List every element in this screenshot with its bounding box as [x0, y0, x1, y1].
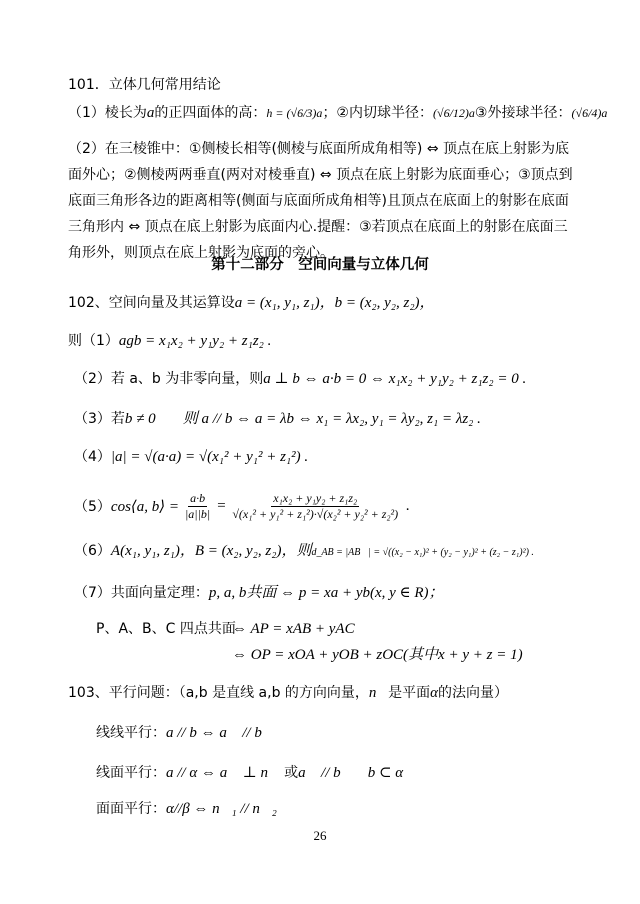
- normal-vector-symbol: n⃗: [368, 685, 389, 701]
- item-102-1: [68, 332, 271, 350]
- dot-product-formula: agb = x₁x₂ + y₁y₂ + z₁z₂ .: [118, 333, 272, 349]
- vector-definition: a = (x₁, y₁, z₁)，b = (x₂, y₂, z₂)，: [234, 295, 435, 311]
- plane-plane-parallel: [96, 800, 277, 818]
- circumscribed-radius-label: ③外接球半径：: [474, 105, 572, 121]
- cosine-denominator-1: |a||b|: [185, 506, 211, 521]
- item-102-2: [74, 370, 526, 388]
- cosine-denominator-2: √(x₁² + y₁² + z₁²)·√(x₂² + y₂² + z₂²): [232, 506, 399, 521]
- heading-103-text: 103、平行问题：（a,b 是直线 a,b 的方向向量，: [68, 685, 369, 701]
- plane-alpha-symbol: α: [430, 685, 438, 701]
- cosine-lhs: cos⟨a, b⟩ =: [110, 498, 179, 515]
- heading-102: [68, 294, 435, 312]
- line-plane-parallel-label: 线面平行：: [96, 765, 166, 781]
- line-plane-parallel-formula-2: a⃗ // b⃗ ，b ⊂ α: [298, 765, 404, 781]
- period: .: [406, 497, 410, 514]
- heading-101: 101．立体几何常用结论: [68, 77, 221, 93]
- heading-103-tail: 是平面: [388, 685, 431, 701]
- item-101-2: （2）在三棱锥中：①侧棱长相等(侧棱与底面所成角相等) ⇔ 顶点在底上射影为底面外心；②侧棱两两垂直(两对对棱垂直) ⇔ 顶点在底上射影为底面垂心；③顶点到底面三角形各边的距离相等(侧面与底面所成角相等)且顶点在底面上的射影在底面三角形内 ⇔ 顶点在底上射影为底面内心.提醒：③若顶点在底面上的射影在底面三角形外，则顶点在底上射影为底面的旁心。: [68, 141, 573, 261]
- distance-formula: d_AB = |AB⃗| = √((x₂ − x₁)² + (y₂ − y₁)² + (z₂ − z₁)²) .: [311, 547, 534, 558]
- heading-103: [68, 684, 508, 702]
- line-plane-parallel-formula: a // α ⇔ a⃗ ⊥ n⃗: [166, 765, 280, 781]
- plane-plane-parallel-formula: α//β ⇔ n⃗₁ // n⃗₂: [166, 801, 277, 817]
- cosine-fraction-2: [230, 491, 400, 522]
- or-word: 或: [284, 765, 299, 781]
- plane-plane-parallel-label: 面面平行：: [96, 801, 166, 817]
- item-102-7-label: （7）共面向量定理：: [74, 585, 209, 601]
- points-ab: A(x₁, y₁, z₁)，B = (x₂, y₂, z₂)，则: [110, 543, 312, 559]
- tetra-height-formula: h = (√6/3)a: [266, 106, 323, 120]
- item-102-7: [74, 584, 444, 602]
- coplanar-theorem: p, a, b共面 ⇔ p = xa + yb(x, y ∈ R)；: [208, 585, 444, 601]
- item-102-6: [74, 542, 534, 562]
- item-101-1-label: （1）棱长为: [68, 105, 147, 121]
- circumscribed-radius-formula: (√6/4)a: [571, 106, 608, 120]
- item-102-5: [74, 484, 410, 528]
- parallel-formula: b ≠ 0⃗ ，则 a // b ⇔ a = λb ⇔ x₁ = λx₂, y₁ = λy₂, z₁ = λz₂ .: [124, 411, 481, 427]
- section-title: 第十二部分 空间向量与立体几何: [211, 257, 429, 273]
- inscribed-radius-formula: (√6/12)a: [433, 106, 475, 120]
- equals-sign: =: [216, 497, 227, 514]
- page-number: 26: [313, 828, 327, 843]
- cosine-numerator-2: x₁x₂ + y₁y₂ + z₁z₂: [273, 490, 358, 505]
- four-points-coplanar-label: P、A、B、C 四点共面: [96, 621, 236, 637]
- magnitude-formula: |a| = √(a·a) = √(x₁² + y₁² + z₁²) .: [110, 449, 309, 465]
- inscribed-radius-label: ；②内切球半径：: [322, 105, 433, 121]
- line-plane-parallel: [96, 764, 403, 782]
- line-line-parallel-label: 线线平行：: [96, 725, 166, 741]
- item-102-4: [74, 448, 308, 466]
- coplanar-condition-2: ⇔ OP = xOA + yOB + zOC(其中x + y + z = 1): [232, 647, 523, 663]
- item-102-6-label: （6）: [74, 543, 111, 559]
- item-102-3: [74, 410, 481, 428]
- item-102-1-label: 则（1）: [68, 333, 119, 349]
- cosine-numerator-1: a·b: [190, 490, 206, 505]
- item-102-2-label: （2）若 a、b 为非零向量，则: [74, 371, 264, 387]
- perpendicular-formula: a ⊥ b ⇔ a·b = 0 ⇔ x₁x₂ + y₁y₂ + z₁z₂ = 0 .: [263, 371, 527, 387]
- item-101-1-text: 的正四面体的高：: [154, 105, 267, 121]
- item-102-4-label: （4）: [74, 449, 111, 465]
- heading-103-end: 的法向量）: [437, 685, 508, 701]
- item-102-5-label: （5）: [74, 499, 111, 515]
- cosine-fraction-1: [183, 491, 212, 522]
- item-101-1: [68, 104, 607, 122]
- line-line-parallel-formula: a // b ⇔ a⃗ // b⃗: [166, 725, 274, 741]
- item-102-3-label: （3）若: [74, 411, 125, 427]
- heading-102-text: 102、空间向量及其运算设: [68, 295, 235, 311]
- line-line-parallel: [96, 724, 274, 742]
- item-101-1-a: a: [146, 105, 155, 121]
- coplanar-condition-1: ⇔ AP = xAB + yAC: [232, 621, 355, 637]
